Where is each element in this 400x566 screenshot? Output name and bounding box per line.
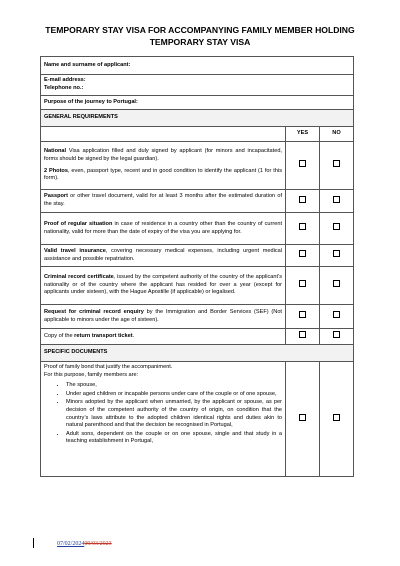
passport-row [41, 190, 354, 213]
general-requirements-heading: GENERAL REQUIREMENTS [44, 114, 118, 121]
residence-no-checkbox[interactable] [333, 223, 340, 230]
list-item: • Under aged children or incapable persons under care of the couple or of one spouse, [66, 391, 282, 399]
insurance-item-text: , covering necessary medical expenses, including urgent medical assistance and possible repatriation. [44, 247, 282, 262]
family-bond-intro-2: For this purpose, family members are: [44, 371, 139, 378]
email-label: E-mail address: [44, 77, 86, 84]
purpose-row [41, 96, 354, 110]
insurance-no-checkbox[interactable] [333, 250, 340, 257]
return-item-post: . [132, 332, 135, 339]
insurance-yes-checkbox[interactable] [299, 250, 306, 257]
general-heading-row [41, 110, 354, 127]
criminal-record-row [41, 267, 354, 305]
enquiry-item-bold: Request for criminal record enquiry [44, 308, 144, 315]
passport-item-text: or other travel document, valid for at least 3 months after the estimated duration of the stay. [44, 193, 282, 207]
criminal-no-checkbox[interactable] [333, 280, 340, 287]
contact-row [41, 75, 354, 96]
return-no-checkbox[interactable] [333, 331, 340, 338]
list-item: • Minors adopted by the applicant when unmarried, by the applicant or spouse, as per decision of the competent authority of the country of origin, on condition that the country’s laws attribute to the adopted children identical rights and duties akin to natural parenthood and that the decision be recognised in Portugal, [66, 399, 282, 429]
family-bond-row [41, 362, 354, 477]
yes-no-header-row [41, 127, 354, 142]
family-members-list [44, 382, 282, 446]
visa-item-text: Visa application filled and duly signed by applicant (for minors and incapacitated, forms should be signed by the legal guardian). [44, 148, 282, 162]
name-label: Name and surname of applicant: [44, 61, 131, 68]
visa-photos-no-checkbox[interactable] [333, 160, 340, 167]
enquiry-yes-checkbox[interactable] [299, 311, 306, 318]
enquiry-item-text: by the Immigration and Border Services (SEF) (Not applicable to minors under the age of sixteen). [44, 308, 282, 323]
photos-item-bold: 2 Photos [44, 167, 68, 174]
no-column-header: NO [332, 130, 341, 137]
passport-no-checkbox[interactable] [333, 196, 340, 203]
enquiry-no-checkbox[interactable] [333, 311, 340, 318]
return-ticket-row [41, 329, 354, 345]
enquiry-row [41, 305, 354, 329]
telephone-label: Telephone no.: [44, 85, 84, 91]
visa-item-bold: National [44, 148, 67, 155]
visa-photos-row [41, 142, 354, 190]
criminal-yes-checkbox[interactable] [299, 280, 306, 287]
revision-date-new: 07/02/2024 [57, 541, 85, 547]
residence-row [41, 213, 354, 245]
title-line-1: TEMPORARY STAY VISA FOR ACCOMPANYING FAMILY MEMBER HOLDING [45, 25, 355, 35]
residence-yes-checkbox[interactable] [299, 223, 306, 230]
criminal-item-bold: Criminal record certificate [44, 274, 114, 281]
family-bond-yes-checkbox[interactable] [299, 414, 306, 421]
yes-column-header: YES [296, 130, 309, 137]
specific-heading-row [41, 345, 354, 362]
revision-change-bar [33, 538, 34, 548]
specific-documents-heading: SPECIFIC DOCUMENTS [44, 349, 108, 356]
passport-yes-checkbox[interactable] [299, 196, 306, 203]
residence-item-bold: Proof of regular situation [44, 220, 113, 227]
revision-date [57, 540, 112, 548]
return-item-pre: Copy of the [44, 332, 75, 339]
residence-item-text: in case of residence in a country other than the country of current nationality, valid for more than the date of expiry of the visa you are applying for. [44, 220, 282, 235]
criminal-item-text: , issued by the competent authority of the country of the applicant’s nationality or of the country where the applicant has resided for over a year (except for applicants under sixteen), with the Hague Apostille (if applicable) or legalised. [44, 274, 282, 296]
purpose-label: Purpose of the journey to Portugal: [44, 98, 138, 105]
name-row [41, 57, 354, 75]
family-bond-intro: Proof of family bond that justify the accompaniment. [44, 364, 173, 370]
requirements-table [40, 56, 354, 477]
insurance-item-bold: Valid travel insurance [44, 247, 106, 254]
return-yes-checkbox[interactable] [299, 331, 306, 338]
passport-item-bold: Passport [44, 193, 68, 200]
photos-item-text: , even, passport type, recent and in good condition to identify the applicant (1 for this form). [44, 167, 282, 182]
document-title [30, 24, 370, 48]
insurance-row [41, 245, 354, 267]
revision-date-old: 09/03/2023 [84, 541, 112, 547]
title-line-2: TEMPORARY STAY VISA [149, 37, 251, 47]
list-item: • Adult sons, dependent on the couple or on one spouse, single and that study in a teaching establishment in Portugal, [66, 431, 282, 446]
list-item: • The spouse, [66, 382, 282, 390]
return-item-bold: return transport ticket [74, 332, 133, 339]
visa-photos-yes-checkbox[interactable] [299, 160, 306, 167]
family-bond-no-checkbox[interactable] [333, 414, 340, 421]
